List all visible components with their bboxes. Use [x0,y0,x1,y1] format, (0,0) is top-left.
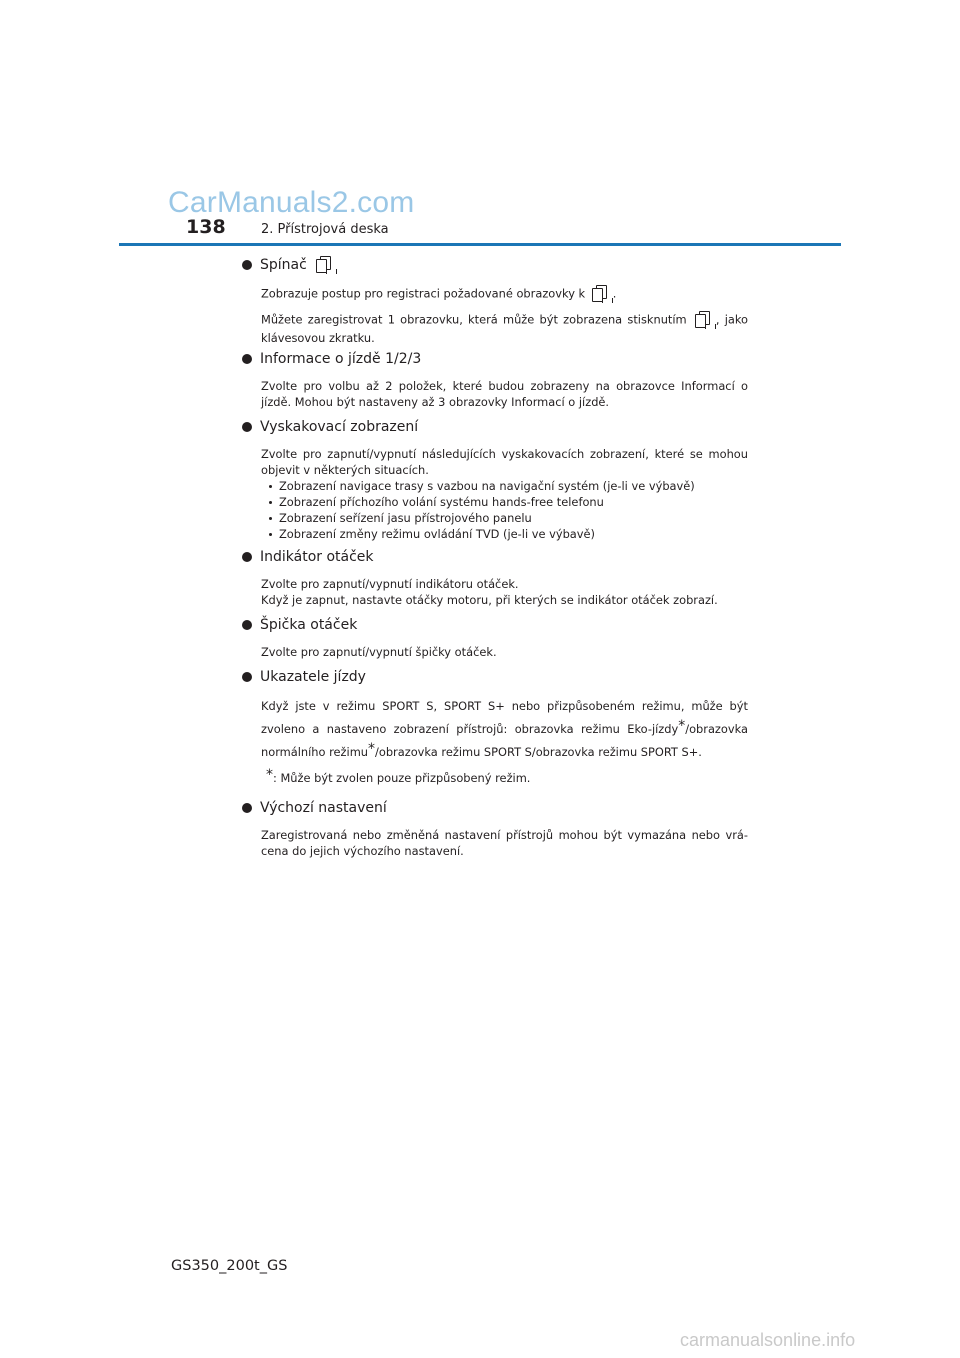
footer-watermark: carmanualsonline.info [680,1330,856,1350]
paragraph [261,696,748,762]
paragraph: Zvolte pro zapnutí/vypnutí špičky otáček. [261,645,497,659]
section-heading [242,797,748,819]
section-body [261,696,748,762]
footnote-marker: * [368,741,376,757]
page-content [242,254,748,859]
list-item: Zobrazení příchozího volání systému hands-free telefonu [261,494,748,510]
section-title: Vyskakovací zobrazení [260,419,419,435]
paragraph [261,284,748,304]
bullet-icon [242,552,252,562]
text: /obrazovka normálního režimu [261,722,748,759]
section-heading [242,666,748,688]
paragraph: Když je zapnut, nastavte otáčky motoru, při kterých se indikátor otáček zobrazí. [261,593,718,607]
section-spicka [242,614,748,660]
model-code: GS350_200t_GS [171,1258,288,1274]
header-divider [119,243,841,246]
section-title: Spínač [260,257,307,273]
section-body [261,827,748,859]
bullet-icon [242,620,252,630]
section-indikator [242,546,748,608]
section-title: Ukazatele jízdy [260,669,366,685]
text: . [612,286,617,301]
section-vychozi [242,797,748,859]
footnote-text: : Může být zvolen pouze přizpůsobený režim. [273,771,531,785]
section-body [261,576,748,608]
list-item: Zobrazení navigace trasy s vazbou na navigační systém (je-li ve výbavě) [261,478,748,494]
section-title: Informace o jízdě 1/2/3 [260,351,422,367]
section-body [261,284,748,346]
paragraph: Zvolte pro zapnutí/vypnutí indikátoru otáček. [261,577,519,591]
popup-list [261,478,748,542]
bullet-icon [242,672,252,682]
footnote-marker: * [678,718,686,734]
bullet-icon [242,803,252,813]
footnote [266,766,748,787]
text: /obrazovka režimu SPORT S/obrazovka režimu SPORT S+. [375,745,702,759]
bullet-icon [242,260,252,270]
paragraph: Zvolte pro zapnutí/vypnutí následujících vyskakovacích zobrazení, které se mohou objevit v některých situacích. [261,447,748,477]
screen-shortcut-icon [694,310,714,330]
section-heading [242,254,748,276]
chapter-title: 2. Přístrojová deska [261,222,389,237]
section-heading [242,546,748,568]
section-heading [242,348,748,370]
bullet-icon [242,354,252,364]
section-title: Indikátor otáček [260,549,374,565]
section-body [261,446,748,542]
paragraph: Zaregistrovaná nebo změněná nastavení přístrojů mohou být vymazána nebo vrá-cena do jejich výchozího nastavení. [261,828,748,858]
section-ukazatele [242,666,748,787]
section-body [261,378,748,410]
section-title: Špička otáček [260,617,358,633]
section-spinac [242,254,748,346]
section-heading [242,416,748,438]
screen-shortcut-icon [315,255,335,275]
text: , jako klávesovou zkratku. [261,312,749,345]
section-vyskakovaci [242,416,748,542]
page-number: 138 [186,216,226,238]
section-body [261,644,748,660]
footnote-marker: * [266,767,273,783]
paragraph [261,310,748,346]
list-item: Zobrazení seřízení jasu přístrojového panelu [261,510,748,526]
section-title: Výchozí nastavení [260,800,387,816]
section-heading [242,614,748,636]
screen-shortcut-icon [591,284,611,304]
section-informace [242,348,748,410]
paragraph: Zvolte pro volbu až 2 položek, které budou zobrazeny na obrazovce Informací o jízdě. Mohou být nastaveny až 3 obrazovky Informací o jízdě. [261,379,748,409]
text: Když jste v režimu SPORT S, SPORT S+ nebo přizpůsobeném režimu, může být zvoleno a nastaveno zobrazení přístrojů: obrazovka režimu Eko-jízdy [261,699,748,736]
list-item: Zobrazení změny režimu ovládání TVD (je-li ve výbavě) [261,526,748,542]
watermark-logo: CarManuals2.com [168,186,415,219]
bullet-icon [242,422,252,432]
text: Můžete zaregistrovat 1 obrazovku, která může být zobrazena stisknutím [261,312,687,327]
text: Zobrazuje postup pro registraci požadované obrazovky k [261,286,586,301]
